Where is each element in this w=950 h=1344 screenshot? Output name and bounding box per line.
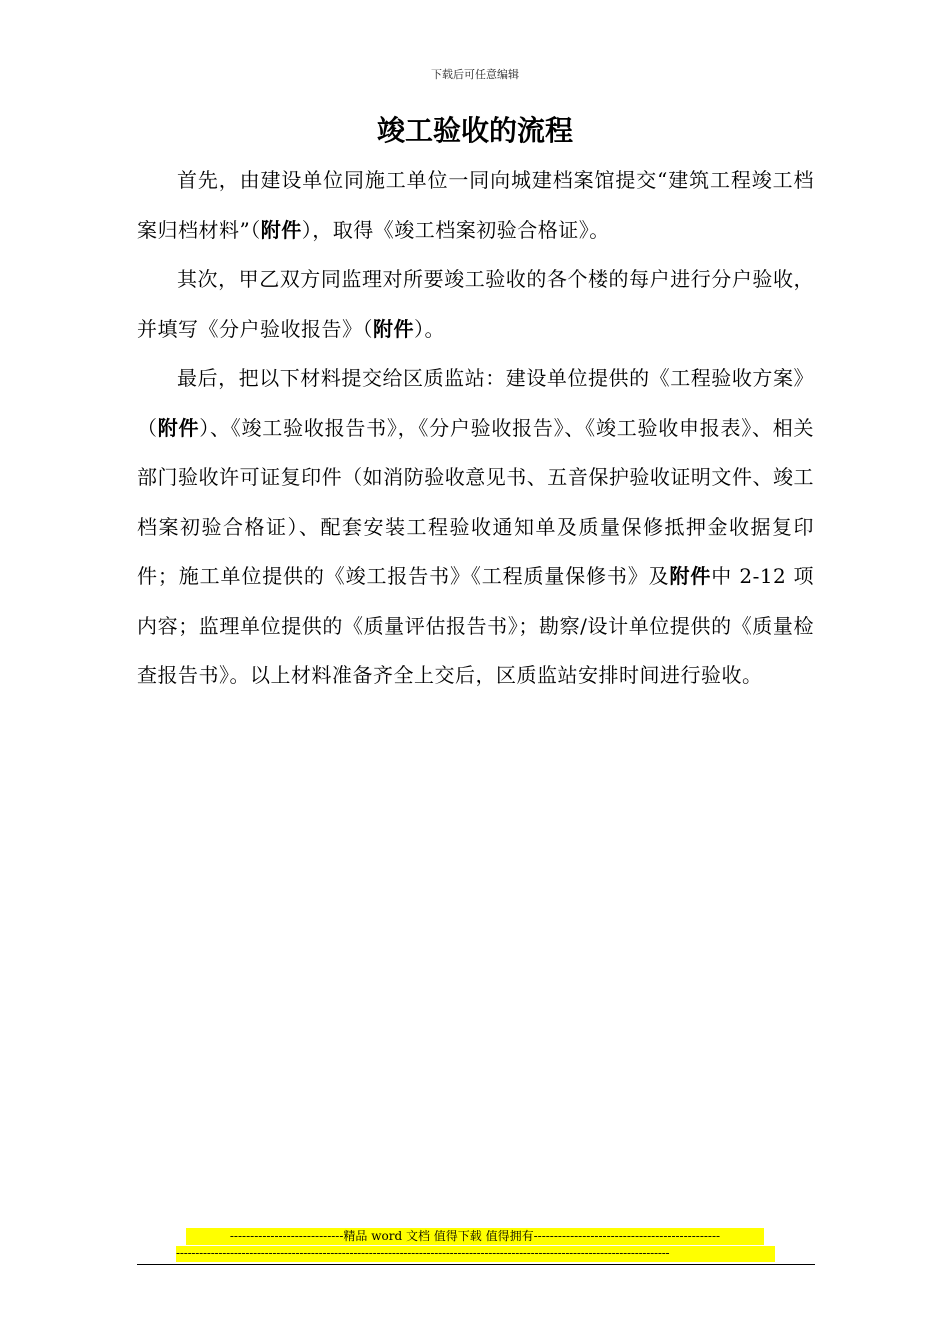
paragraph-3-attachment-link-2: 附件: [669, 564, 712, 588]
paragraph-3-text-b: ）、《竣工验收报告书》，《分户验收报告》、《竣工验收申报表》、相关部门验收许可证复印件（如消防验收意见书、五音保护验收证明文件、竣工档案初验合格证）、配套安装工程验收通知单及质量保修抵押金收据复印件；施工单位提供的《竣工报告书》《工程质量保修书》及: [137, 415, 815, 588]
footer-banner-line-2: --------------------------------------------------------------------------------------------------------------------------------: [176, 1246, 775, 1262]
paragraph-2-attachment-link: 附件: [373, 316, 414, 341]
paragraph-1-attachment-link: 附件: [260, 217, 302, 242]
paragraph-3-text-c: 中 2-12 项内容；监理单位提供的《质量评估报告书》；勘察/设计单位提供的《质量检查报告书》。以上材料准备齐全上交后，区质监站安排时间进行验收。: [137, 564, 814, 687]
paragraph-2-text-a: 其次，甲乙双方同监理对所要竣工验收的各个楼的每户进行分户验收，并填写《分户验收报告》（: [137, 267, 814, 341]
page-header-note: 下载后可任意编辑: [431, 68, 519, 81]
paragraph-1-text-a: 首先，由建设单位同施工单位一同向城建档案馆提交“建筑工程竣工档案归档材料”（: [137, 168, 814, 242]
paragraph-1-text-b: ），取得《竣工档案初验合格证》。: [301, 217, 610, 242]
paragraph-3-text-a: 最后，把以下材料提交给区质监站：建设单位提供的《工程验收方案》（: [137, 366, 814, 440]
footer-divider: [137, 1264, 815, 1265]
paragraph-3: [137, 354, 814, 701]
footer-banner-line-1: ----------------------------精品 word 文档 值得下载 值得拥有----------------------------------------------: [186, 1228, 764, 1245]
paragraph-2-text-b: ）。: [414, 316, 445, 341]
paragraph-1: [137, 156, 814, 255]
paragraph-3-attachment-link-1: 附件: [157, 415, 200, 440]
document-body: [137, 156, 814, 701]
document-title: 竣工验收的流程: [376, 114, 573, 147]
paragraph-2: [137, 255, 814, 354]
